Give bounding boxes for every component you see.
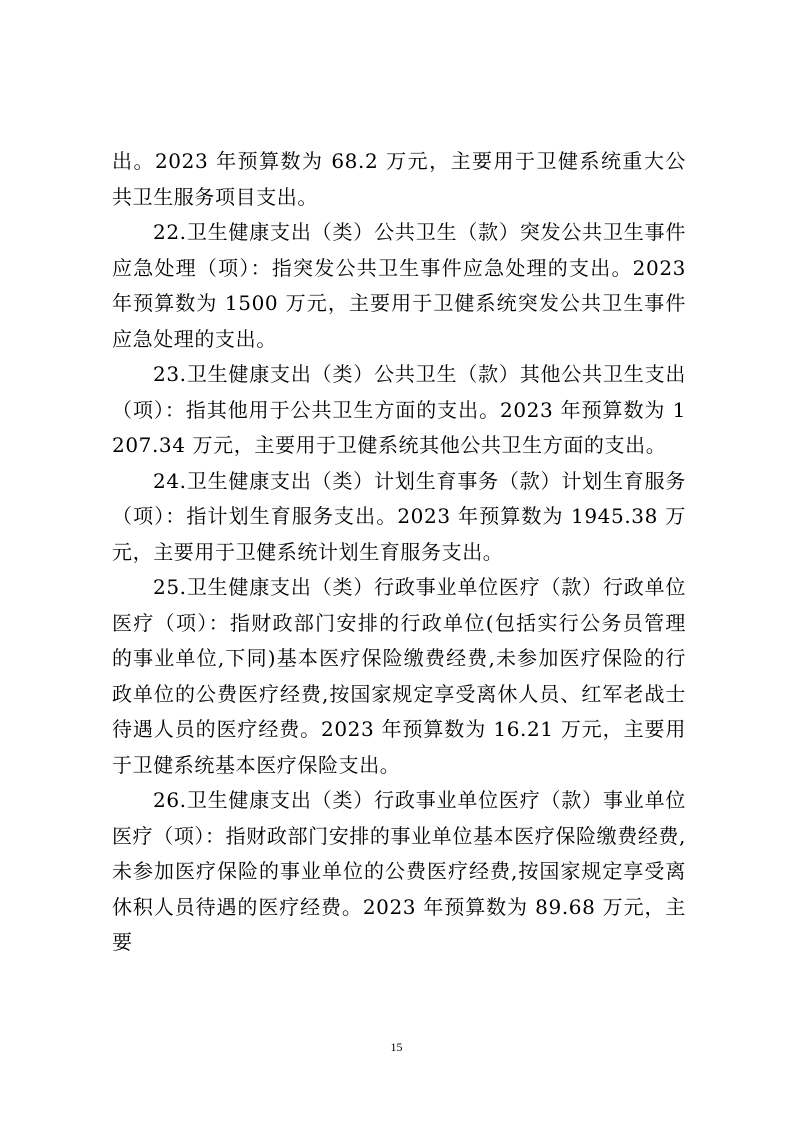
page-number: 15 bbox=[390, 1040, 403, 1054]
paragraph-item-22: 22.卫生健康支出（类）公共卫生（款）突发公共卫生事件应急处理（项）：指突发公共卫生事件应急处理的支出。2023 年预算数为 1500 万元，主要用于卫健系统突发公共卫生事件应急处理的支出。 bbox=[112, 220, 686, 351]
document-body bbox=[112, 144, 686, 961]
paragraph-item-26: 26.卫生健康支出（类）行政事业单位医疗（款）事业单位医疗（项）：指财政部门安排的事业单位基本医疗保险缴费经费,未参加医疗保险的事业单位的公费医疗经费,按国家规定享受离休积人员待遇的医疗经费。2023 年预算数为 89.68 万元，主要 bbox=[112, 788, 686, 954]
paragraph-continuation: 出。2023 年预算数为 68.2 万元，主要用于卫健系统重大公共卫生服务项目支出。 bbox=[112, 149, 686, 209]
paragraph-item-25: 25.卫生健康支出（类）行政事业单位医疗（款）行政单位医疗（项）：指财政部门安排的行政单位(包括实行公务员管理的事业单位,下同)基本医疗保险缴费经费,未参加医疗保险的行政单位的公费医疗经费,按国家规定享受离休人员、红军老战士待遇人员的医疗经费。2023 年预算数为 16.21 万元，主要用于卫健系统基本医疗保险支出。 bbox=[112, 575, 686, 777]
paragraph-item-24: 24.卫生健康支出（类）计划生育事务（款）计划生育服务（项）：指计划生育服务支出。2023 年预算数为 1945.38 万元，主要用于卫健系统计划生育服务支出。 bbox=[112, 468, 686, 564]
paragraph-item-23: 23.卫生健康支出（类）公共卫生（款）其他公共卫生支出（项）：指其他用于公共卫生方面的支出。2023 年预算数为 1207.34 万元，主要用于卫健系统其他公共卫生方面的支出。 bbox=[112, 362, 686, 457]
